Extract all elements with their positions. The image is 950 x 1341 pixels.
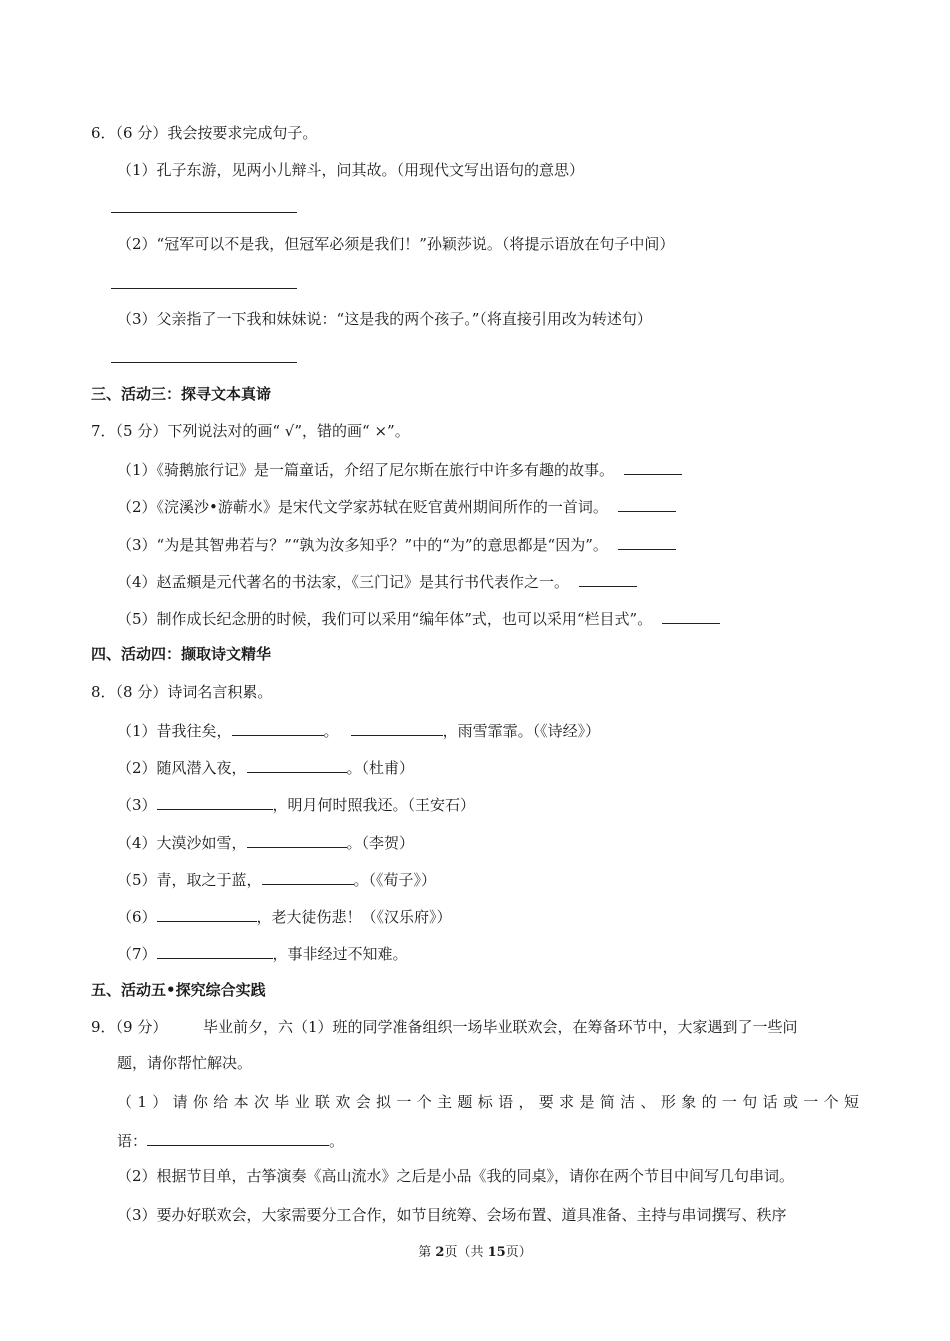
q8-item-5	[117, 868, 436, 890]
q8-item-3-prefix: （3）	[117, 796, 157, 814]
q6-item-2: （2）“冠军可以不是我，但冠军必须是我们！”孙颖莎说。（将提示语放在句子中间）	[117, 235, 675, 253]
footer-mid: 页（共	[444, 1245, 488, 1260]
q6-answer-line-3[interactable]	[111, 362, 297, 363]
q8-item-4-suffix: 。（李贺）	[346, 834, 415, 852]
q8-item-2-suffix: 。（杜甫）	[346, 759, 415, 777]
q7-item-4	[117, 570, 637, 592]
q6-answer-line-1[interactable]	[111, 212, 297, 213]
q7-item-4-text: （4）赵孟頫是元代著名的书法家，《三门记》是其行书代表作之一。	[117, 573, 570, 591]
q6-answer-line-2[interactable]	[111, 288, 297, 289]
q7-item-1-blank[interactable]	[624, 458, 682, 475]
q7-item-1	[117, 458, 682, 480]
q7-item-5-blank[interactable]	[662, 607, 720, 624]
q8-item-2-blank[interactable]	[247, 756, 347, 773]
q7-item-2-blank[interactable]	[618, 495, 676, 512]
q9-item-3: （3）要办好联欢会，大家需要分工合作，如节目统筹、会场布置、道具准备、主持与串词撰写、秩序	[117, 1206, 787, 1224]
q8-item-6-suffix: ，老大徒伤悲！（《汉乐府》）	[256, 908, 452, 926]
q8-item-1-blank-1[interactable]	[232, 719, 324, 736]
q8-item-2-prefix: （2）随风潜入夜，	[117, 759, 247, 777]
q7-item-3-text: （3）“为是其智弗若与？”“孰为汝多知乎？”中的“为”的意思都是“因为”。	[117, 536, 608, 554]
q9-item-1: （1）请你给本次毕业联欢会拟一个主题标语，要求是简洁、形象的一句话或一个短	[117, 1093, 859, 1111]
q8-item-5-blank[interactable]	[262, 868, 354, 885]
q9-item-1-blank[interactable]	[147, 1129, 329, 1146]
page-footer	[0, 1244, 950, 1262]
q7-item-3-blank[interactable]	[618, 533, 676, 550]
q7-item-5-text: （5）制作成长纪念册的时候，我们可以采用“编年体”式，也可以采用“栏目式”。	[117, 610, 653, 628]
q9-item-1-cont	[117, 1129, 344, 1151]
q9-intro-line-1: 毕业前夕，六（1）班的同学准备组织一场毕业联欢会，在筹备环节中，大家遇到了一些问	[203, 1018, 798, 1036]
q8-item-7-suffix: ，事非经过不知难。	[272, 945, 408, 963]
q8-item-1-blank-2[interactable]	[351, 719, 443, 736]
q7-item-2-text: （2）《浣溪沙•游蕲水》是宋代文学家苏轼在贬官黄州期间所作的一首词。	[117, 498, 608, 516]
q8-item-7-blank[interactable]	[157, 942, 273, 959]
q8-item-6	[117, 905, 452, 927]
q8-item-5-prefix: （5）青，取之于蓝，	[117, 871, 262, 889]
q8-item-1-mid: 。	[323, 722, 339, 740]
q9-item-2: （2）根据节目单，古筝演奏《高山流水》之后是小品《我的同桌》，请你在两个节目中间写几句串词。	[117, 1167, 795, 1185]
q8-item-6-prefix: （6）	[117, 908, 157, 926]
q8-heading: 8．（8 分）诗词名言积累。	[91, 683, 273, 701]
q8-item-3-blank[interactable]	[157, 793, 273, 810]
q8-item-6-blank[interactable]	[157, 905, 257, 922]
section-3-heading: 三、活动三：探寻文本真谛	[91, 385, 272, 403]
section-5-heading: 五、活动五•探究综合实践	[91, 981, 266, 999]
footer-pre: 第	[418, 1245, 436, 1260]
q8-item-2	[117, 756, 414, 778]
q8-item-3	[117, 793, 475, 815]
q7-item-1-text: （1）《骑鹅旅行记》是一篇童话，介绍了尼尔斯在旅行中许多有趣的故事。	[117, 461, 615, 479]
q7-item-5	[117, 607, 720, 629]
q8-item-5-suffix: 。（《荀子》）	[353, 871, 437, 889]
q6-heading: 6．（6 分）我会按要求完成句子。	[91, 124, 318, 142]
footer-page-number: 2	[435, 1245, 445, 1260]
q6-item-3: （3）父亲指了一下我和妹妹说：“这是我的两个孩子。”（将直接引用改为转述句）	[117, 310, 652, 328]
q7-item-2	[117, 495, 676, 517]
q7-heading: 7．（5 分）下列说法对的画“ √”，错的画“ ×”。	[91, 422, 410, 440]
q7-item-3	[117, 533, 676, 555]
q6-item-1: （1）孔子东游，见两小儿辩斗，问其故。（用现代文写出语句的意思）	[117, 161, 585, 179]
q8-item-7-prefix: （7）	[117, 945, 157, 963]
q8-item-1	[117, 719, 600, 741]
footer-post: 页）	[505, 1245, 532, 1260]
q8-item-7	[117, 942, 408, 964]
q8-item-4-blank[interactable]	[247, 831, 347, 848]
q9-heading: 9．（9 分）	[91, 1018, 168, 1036]
q8-item-3-suffix: ，明月何时照我还。（王安石）	[272, 796, 476, 814]
q8-item-4	[117, 831, 414, 853]
q9-item-1-label: 语：	[117, 1132, 148, 1150]
q9-item-1-end: 。	[329, 1132, 345, 1150]
q8-item-1-prefix: （1）昔我往矣，	[117, 722, 232, 740]
q9-intro-line-2: 题，请你帮忙解决。	[117, 1054, 253, 1072]
section-4-heading: 四、活动四：撷取诗文精华	[91, 645, 272, 663]
q8-item-1-suffix: ，雨雪霏霏。（《诗经》）	[442, 722, 601, 740]
q7-item-4-blank[interactable]	[579, 570, 637, 587]
q8-item-4-prefix: （4）大漠沙如雪，	[117, 834, 247, 852]
footer-total-pages: 15	[487, 1245, 506, 1260]
